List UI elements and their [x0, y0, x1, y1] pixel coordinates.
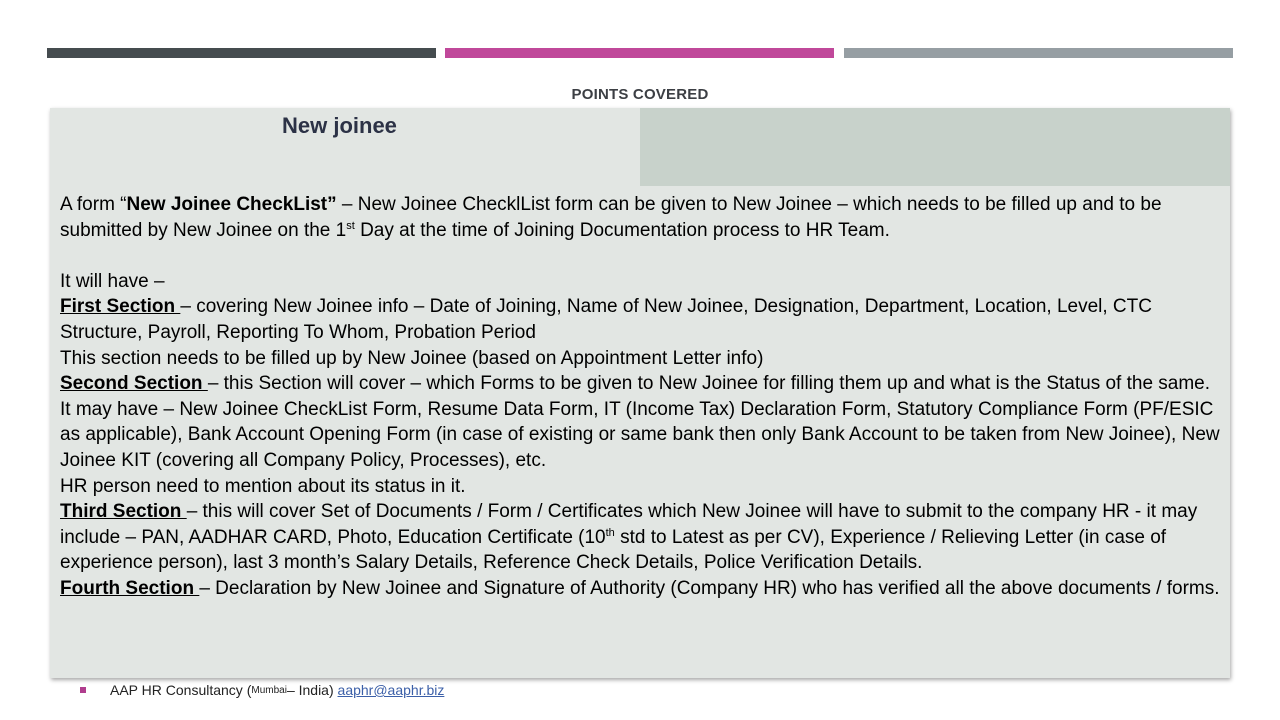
third-section-post: std to Latest as per CV), Experience / Relieving Letter (in case of experience person), last 3 month’s Salary Details, Reference Check Details, Police Verification Details. — [60, 526, 1167, 574]
intro-post: Day at the time of Joining Documentation process to HR Team. — [354, 219, 890, 241]
footer-city: Mumbai — [251, 684, 287, 696]
card-body — [60, 192, 1220, 602]
intro-pre: A form “ — [60, 194, 127, 215]
footer-company: AAP HR Consultancy ( — [110, 682, 252, 698]
intro-form-name: New Joinee CheckList” — [126, 194, 337, 215]
intro-paragraph — [60, 192, 1220, 243]
first-section-label: First Section — [60, 296, 181, 318]
fourth-section-label: Fourth Section — [60, 577, 200, 599]
card-title: New joinee — [282, 113, 397, 138]
third-section — [60, 499, 1220, 576]
card-shade-block — [640, 108, 1230, 186]
first-section — [60, 294, 1220, 345]
intro-sup: st — [346, 219, 355, 232]
second-section-text: – this Section will cover – which Forms to be given to New Joinee for filling them up and what is the Status of the same. — [207, 373, 1211, 395]
third-section-label: Third Section — [60, 501, 187, 523]
spacer — [60, 243, 1220, 269]
first-section-text: – covering New Joinee info – Date of Joining, Name of New Joinee, Designation, Department, Location, Level, CTC Structure, Payroll, Reporting To Whom, Probation Period — [60, 296, 1152, 343]
header-bar-gray — [844, 48, 1233, 58]
footer — [80, 682, 444, 698]
second-section-hr-note: HR person need to mention about its status in it. — [60, 475, 466, 497]
footer-email-link[interactable]: aaphr@aaphr.biz — [337, 682, 445, 698]
header-bar-magenta — [445, 48, 834, 58]
first-section-note: This section needs to be filled up by New Joinee (based on Appointment Letter info) — [60, 347, 764, 369]
second-section-label: Second Section — [60, 373, 208, 395]
third-section-sup: th — [605, 526, 615, 539]
second-section — [60, 371, 1220, 397]
square-bullet-icon — [80, 687, 86, 693]
footer-country: – India) — [286, 682, 334, 698]
second-section-may-have: It may have – New Joinee CheckList Form, Resume Data Form, IT (Income Tax) Declaration Form, Statutory Compliance Form (PF/ESIC as applicable), Bank Account Opening Form (in case of existing or same bank then only Bank Account to be taken from New Joinee), New Joinee KIT (covering all Company Policy, Processes), etc. — [60, 398, 1220, 471]
fourth-section — [60, 576, 1220, 602]
header-bar-dark — [47, 48, 436, 58]
content-card — [50, 108, 1230, 678]
intro-mid: – New Joinee ChecklList form can be given to New Joinee – which needs to be filled up and to be submitted by New Joinee on the 1 — [60, 194, 1162, 241]
third-section-pre: – this will cover Set of Documents / Form / Certificates which New Joinee will have to submit to the company HR - it may include – PAN, AADHAR CARD, Photo, Education Certificate (10 — [60, 501, 1198, 548]
it-will-have: It will have – — [60, 270, 165, 292]
fourth-section-text: – Declaration by New Joinee and Signature of Authority (Company HR) who has verified all the above documents / forms. — [199, 577, 1220, 599]
slide-heading: POINTS COVERED — [571, 86, 709, 103]
